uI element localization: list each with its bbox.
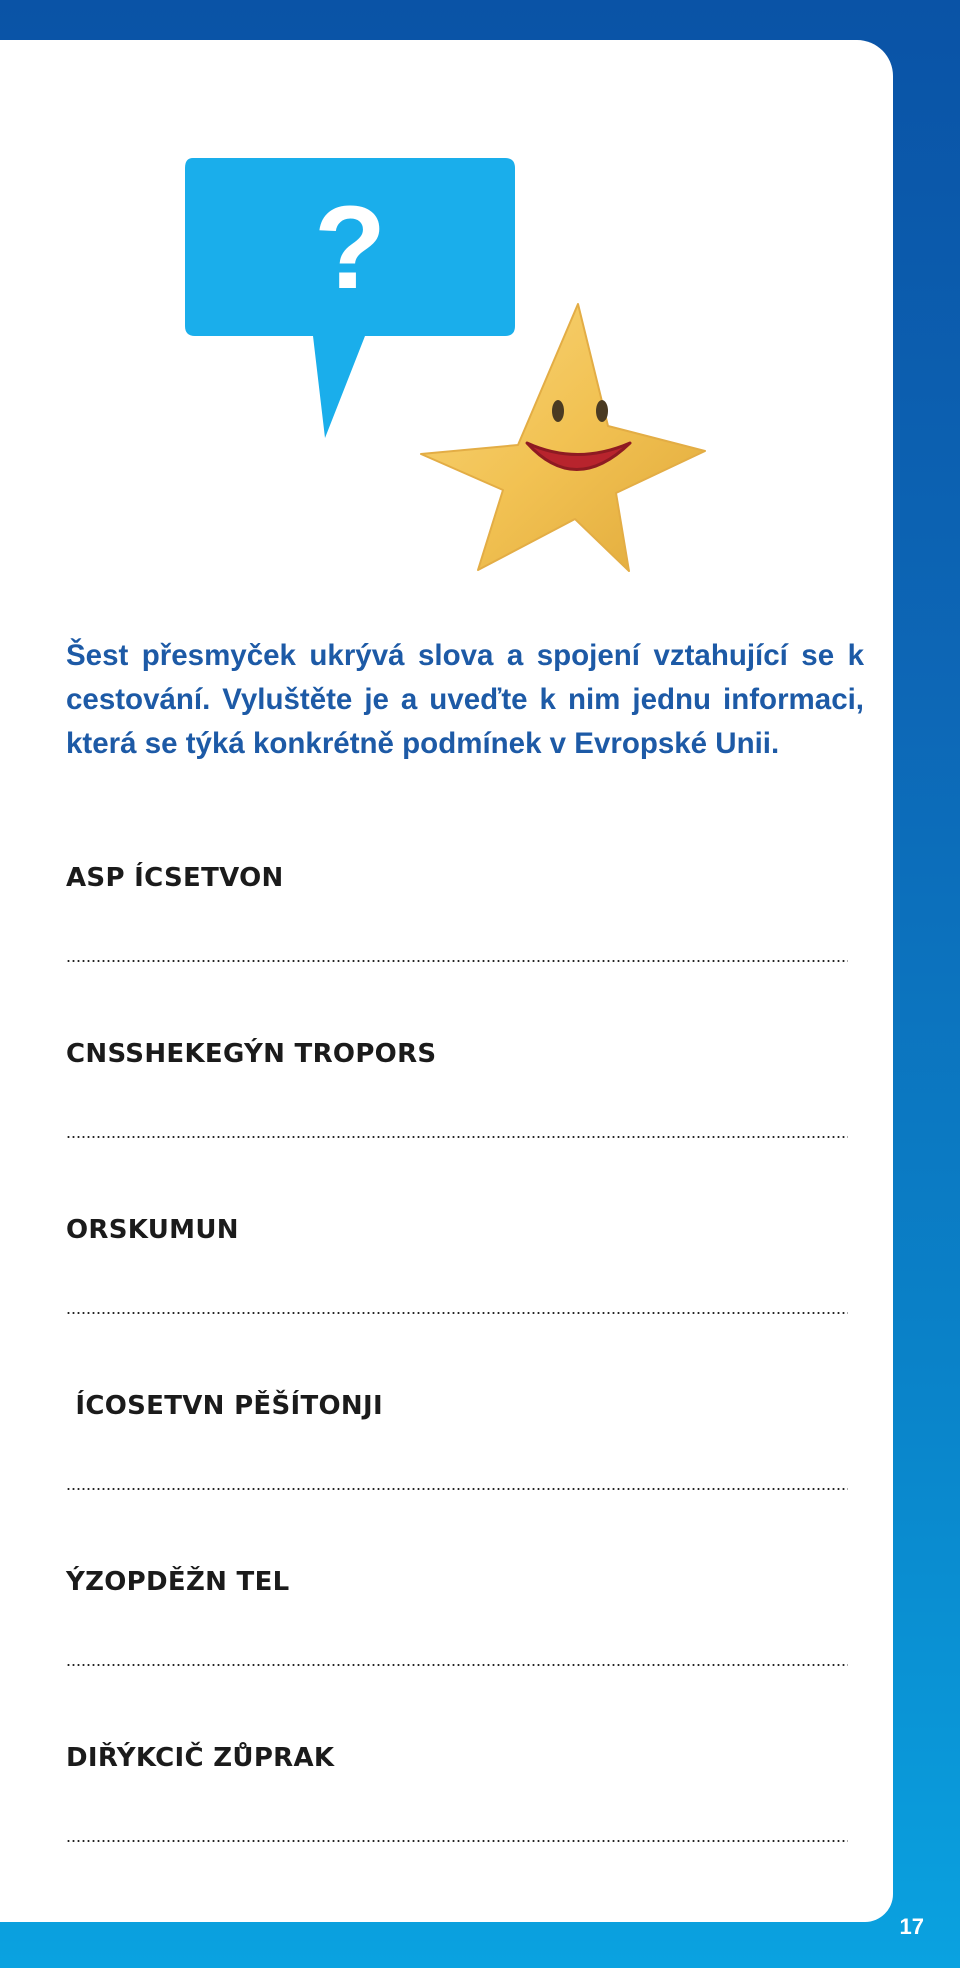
anagram-label: DIŘÝKCIČ ZŮPRAK	[66, 1743, 335, 1773]
anagram-label: CNSSHEKEGÝN TROPORS	[66, 1039, 437, 1069]
question-mark-icon: ?	[313, 182, 387, 314]
answer-line[interactable]	[66, 1487, 848, 1491]
illustration	[175, 150, 715, 580]
anagram-item	[66, 863, 848, 893]
answer-line[interactable]	[66, 1663, 848, 1667]
speech-bubble-icon	[185, 158, 515, 438]
answer-line[interactable]	[66, 1135, 848, 1139]
anagram-item	[66, 1567, 848, 1597]
smiling-star-icon	[421, 304, 705, 571]
answer-line[interactable]	[66, 1311, 848, 1315]
page-number: 17	[899, 1914, 924, 1939]
star-right-eye	[596, 400, 608, 422]
answer-line[interactable]	[66, 1839, 848, 1843]
star-left-eye	[552, 400, 564, 422]
content-panel	[0, 40, 893, 1922]
answer-line[interactable]	[66, 959, 848, 963]
anagram-item	[66, 1743, 848, 1773]
anagram-label: ÍCOSETVN PĚŠÍTONJI	[66, 1391, 383, 1421]
instructions-text: Šest přesmyček ukrývá slova a spojení vztahující se k cestování. Vyluštěte je a uveďte k nim jednu informaci, která se týká konkrétně podmínek v Evropské Unii.	[66, 639, 864, 760]
anagram-label: ORSKUMUN	[66, 1215, 239, 1245]
anagram-label: ASP ÍCSETVON	[66, 863, 284, 893]
anagram-item	[66, 1391, 848, 1421]
anagram-item	[66, 1039, 848, 1069]
anagram-label: ÝZOPDĚŽN TEL	[66, 1567, 290, 1597]
anagram-item	[66, 1215, 848, 1245]
